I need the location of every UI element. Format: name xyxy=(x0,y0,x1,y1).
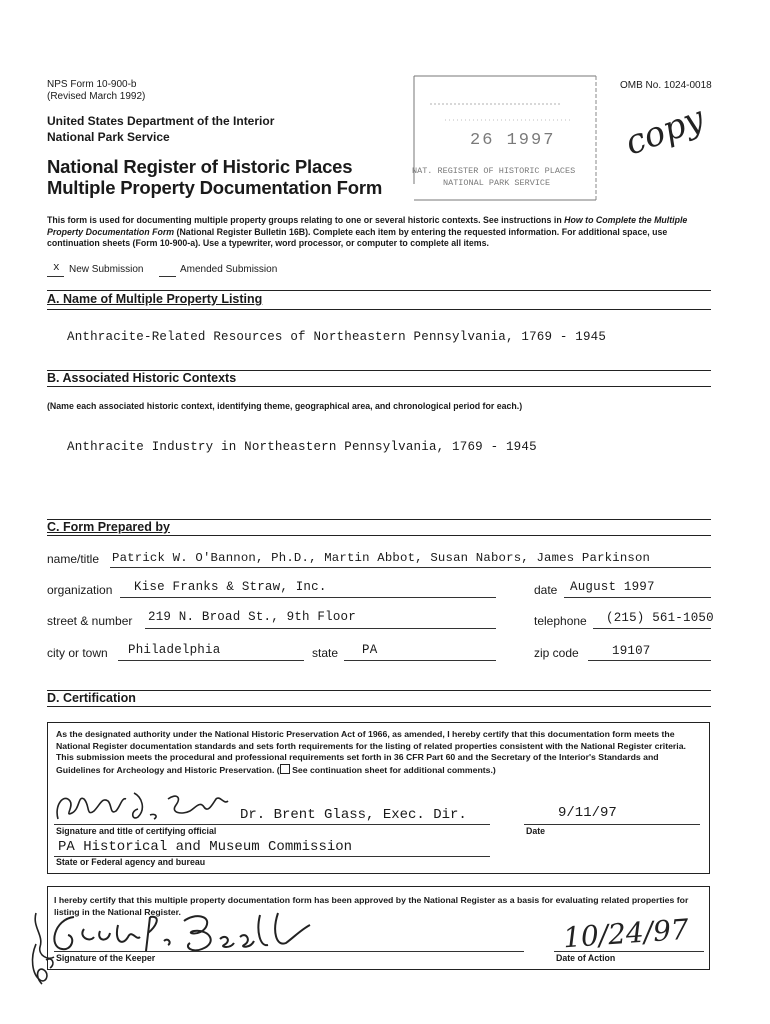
city-label: city or town xyxy=(47,646,108,660)
section-d-heading: D. Certification xyxy=(47,691,136,705)
section-a-heading: A. Name of Multiple Property Listing xyxy=(47,292,263,306)
certifying-official-name: Dr. Brent Glass, Exec. Dir. xyxy=(240,807,467,823)
certification-text: As the designated authority under the National Historic Preservation Act of 1966, as amended, I hereby certify that this documentation form meets the National Register documentation standards and sets forth requirements for the listing of related properties consistent with the National Register criteria. This submission meets the procedural and professional requirements set forth in 36 CFR Part 60 and the Secretary of the Interior's Standards and Guidelines for Archeology and Historic Preservation. ( xyxy=(56,729,686,775)
date-of-action: 10/24/97 xyxy=(562,912,690,955)
date-label: date xyxy=(534,583,558,597)
department-name: United States Department of the Interior xyxy=(47,114,275,128)
keeper-box xyxy=(47,886,710,970)
submission-type xyxy=(47,262,447,278)
handwritten-copy: copy xyxy=(620,98,710,164)
new-submission-label: New Submission xyxy=(69,264,144,275)
form-title-line2: Multiple Property Documentation Form xyxy=(47,177,383,198)
state-label: state xyxy=(312,646,339,660)
agency-name: PA Historical and Museum Commission xyxy=(58,839,353,855)
certification-box xyxy=(47,722,710,874)
multiple-property-name: Anthracite-Related Resources of Northeastern Pennsylvania, 1769 - 1945 xyxy=(67,330,607,344)
new-submission-mark[interactable]: x xyxy=(53,262,60,274)
date-value[interactable]: August 1997 xyxy=(570,580,655,594)
city-value[interactable]: Philadelphia xyxy=(128,643,221,657)
signature-label: Signature and title of certifying official xyxy=(56,826,217,836)
street-value[interactable]: 219 N. Broad St., 9th Floor xyxy=(148,610,356,624)
certification-text-end: See continuation sheet for additional comments.) xyxy=(289,764,496,775)
historic-context: Anthracite Industry in Northeastern Pennsylvania, 1769 - 1945 xyxy=(67,440,537,454)
name-title-value[interactable]: Patrick W. O'Bannon, Ph.D., Martin Abbot, Susan Nabors, James Parkinson xyxy=(112,551,651,565)
stamp-service: NATIONAL PARK SERVICE xyxy=(443,178,551,188)
state-value[interactable]: PA xyxy=(362,643,378,657)
received-stamp xyxy=(410,74,600,202)
certification-date: 9/11/97 xyxy=(558,805,617,821)
form-number: NPS Form 10-900-b xyxy=(47,79,137,90)
telephone-value[interactable]: (215) 561-1050 xyxy=(606,611,714,625)
organization-label: organization xyxy=(47,583,113,597)
stamp-date: 26 1997 xyxy=(470,131,556,150)
name-title-label: name/title xyxy=(47,552,100,566)
keeper-signature-label: Signature of the Keeper xyxy=(56,953,156,963)
street-label: street & number xyxy=(47,614,133,628)
organization-value[interactable]: Kise Franks & Straw, Inc. xyxy=(134,580,327,594)
zip-label: zip code xyxy=(534,646,579,660)
omb-number: OMB No. 1024-0018 xyxy=(620,80,712,91)
certifying-signature xyxy=(50,787,240,827)
form-title-line1: National Register of Historic Places xyxy=(47,156,353,177)
service-name: National Park Service xyxy=(47,130,170,144)
revised-date: (Revised March 1992) xyxy=(47,91,146,102)
agency-label: State or Federal agency and bureau xyxy=(56,857,206,867)
certification-statement xyxy=(56,729,702,776)
stamp-register: NAT. REGISTER OF HISTORIC PLACES xyxy=(412,166,576,176)
instructions-text xyxy=(47,215,715,250)
margin-initials xyxy=(28,940,58,990)
keeper-statement: I hereby certify that this multiple property documentation form has been approved by the National Register as a basis for evaluating related properties for listing in the National Register. xyxy=(54,895,689,917)
section-b-heading: B. Associated Historic Contexts xyxy=(47,371,237,385)
instructions-part2: (National Register Bulletin 16B). Complete each item by entering the requested information. For additional space, use continuation sheets (Form 10-900-a). Use a typewriter, word processor, or computer to complete all items. xyxy=(47,226,668,248)
continuation-checkbox[interactable] xyxy=(280,764,290,774)
cert-date-label: Date xyxy=(526,826,546,836)
date-of-action-label: Date of Action xyxy=(556,953,616,963)
instructions-part1: This form is used for documenting multiple property groups relating to one or several historic contexts. See instructions in xyxy=(47,215,565,225)
zip-value[interactable]: 19107 xyxy=(612,644,651,658)
amended-submission-label: Amended Submission xyxy=(180,264,278,275)
instructions-emphasis: How to Complete the Multiple Property Documentation Form xyxy=(47,215,688,237)
telephone-label: telephone xyxy=(534,614,587,628)
section-c-heading: C. Form Prepared by xyxy=(47,520,170,534)
section-b-instruction: (Name each associated historic context, identifying theme, geographical area, and chronological period for each.) xyxy=(47,401,523,411)
